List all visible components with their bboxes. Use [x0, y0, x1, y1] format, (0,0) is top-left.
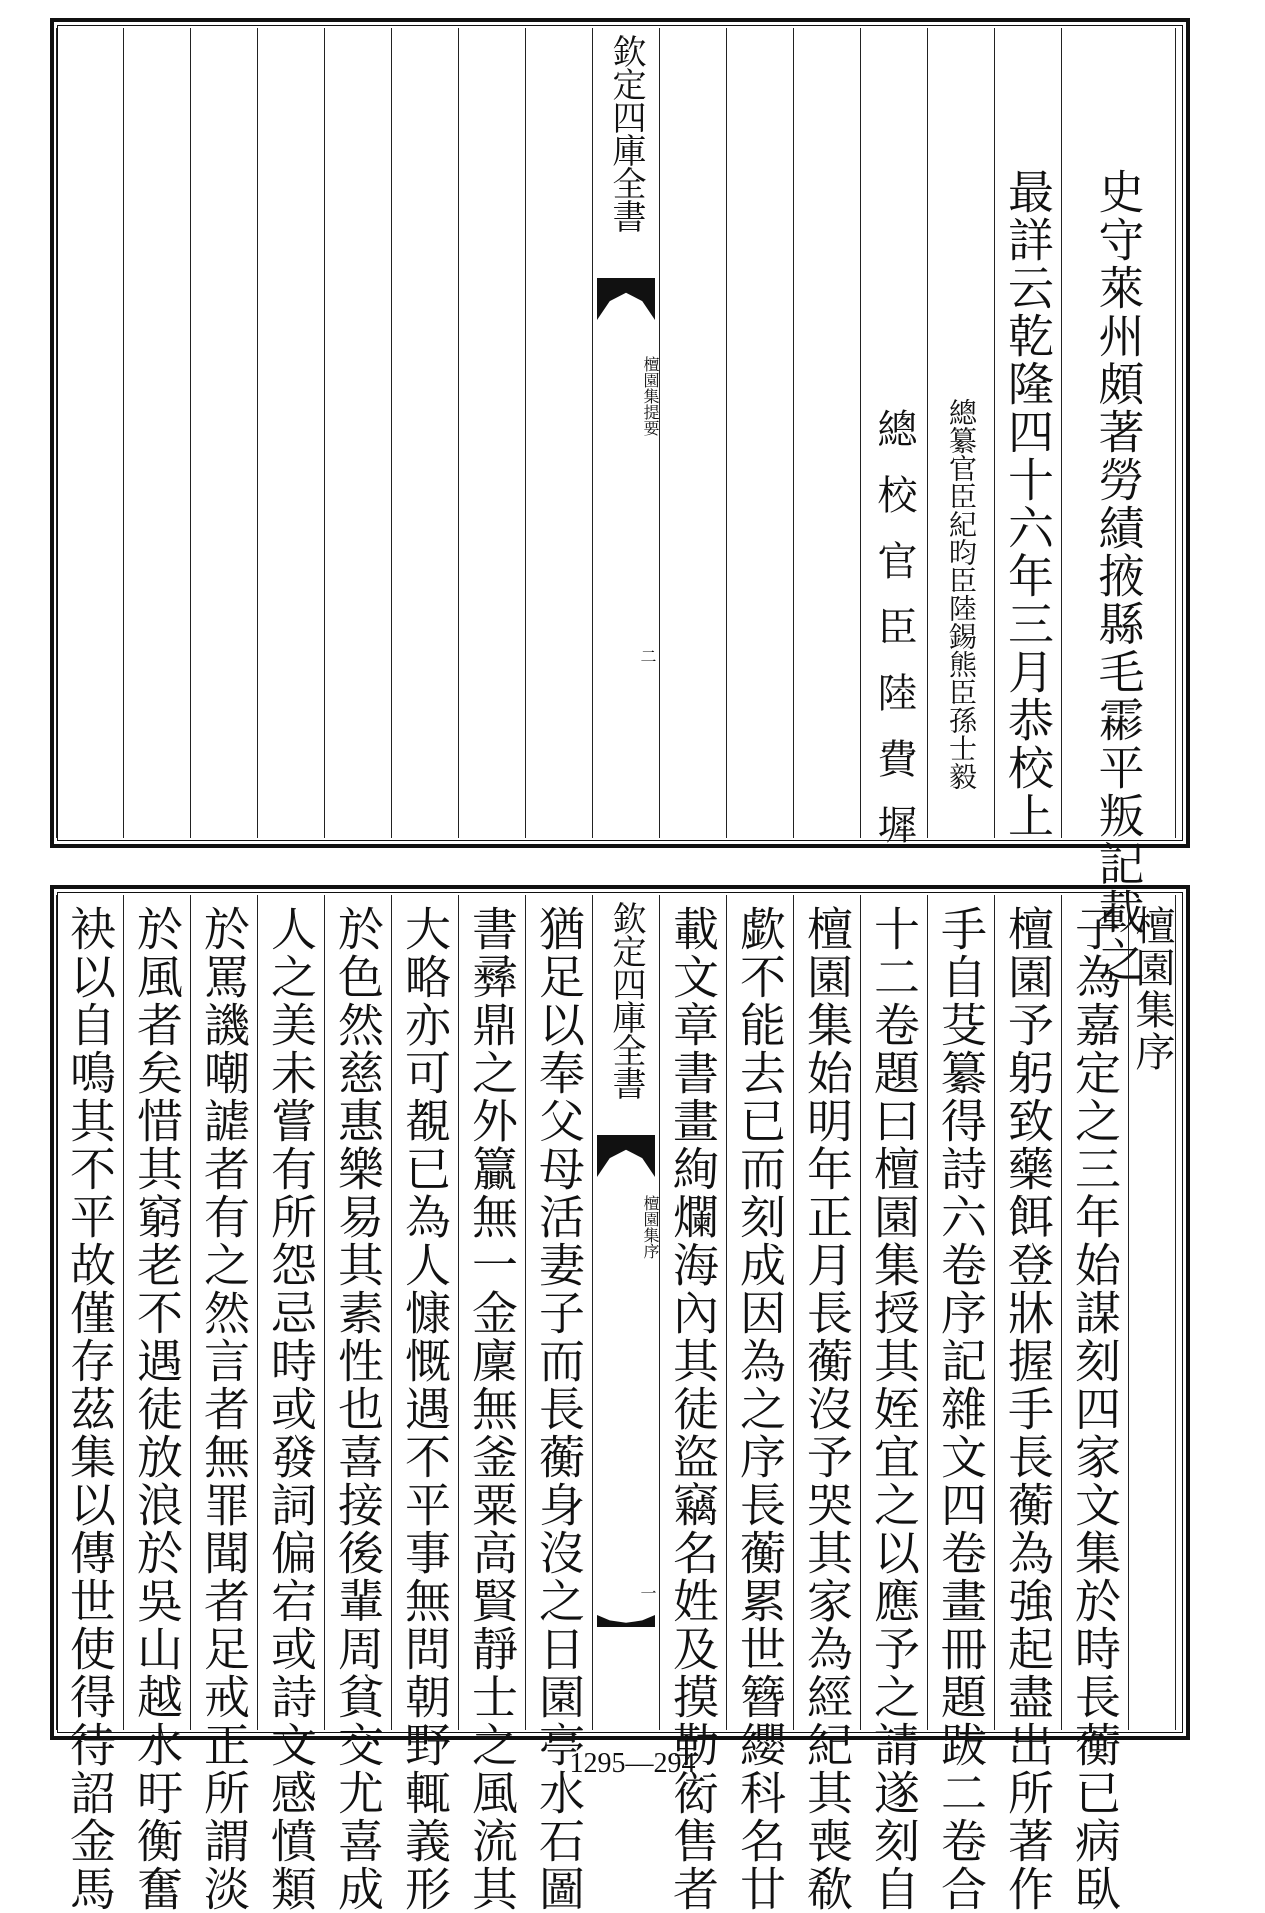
- empty-column: [793, 28, 860, 838]
- column-text: 總校官臣陸費墀: [871, 408, 917, 870]
- empty-column: [190, 28, 257, 838]
- column-text: 於色然慈惠樂易其素性也喜接後輩周貧交尤喜成: [331, 905, 385, 1913]
- column-text: 總纂官臣紀昀臣陸錫熊臣孫士毅: [945, 398, 978, 790]
- banner-title: 欽定四庫全書: [606, 901, 646, 1099]
- empty-column: [257, 28, 324, 838]
- text-column: [1061, 895, 1128, 1913]
- column-text: 大略亦可覩已為人慷慨遇不平事無問朝野輒義形: [398, 905, 452, 1913]
- column-text: 載文章書畫絢爛海內其徒盜竊名姓及摸勒衒售者: [666, 905, 720, 1913]
- sub-title: 檀園集 序: [641, 1195, 660, 1259]
- text-column: [994, 895, 1061, 1913]
- text-column: [793, 895, 860, 1913]
- column-text: 十二卷題曰檀園集授其姪宜之以應予之請遂刻自: [867, 905, 921, 1913]
- column-text: 檀園予躬致藥餌登牀握手長蘅為強起盡出所著作: [1001, 905, 1055, 1913]
- text-column: [458, 895, 525, 1913]
- empty-column: [659, 28, 726, 838]
- banner-title: 欽定四庫全書: [606, 34, 646, 232]
- page-number: 1295—294: [569, 1748, 696, 1779]
- fish-tail-mark-lower: [597, 1615, 655, 1627]
- column-text: 人之美未嘗有所怨忌時或發詞偏宕或詩文感憤類: [264, 905, 318, 1913]
- column-text: 於罵譏嘲謔者有之然言者無罪聞者足戒正所謂淡: [197, 905, 251, 1913]
- text-column: [1061, 28, 1176, 984]
- text-column: [324, 895, 391, 1913]
- empty-column: [525, 28, 592, 838]
- empty-column: [123, 28, 190, 838]
- column-text: 最詳云乾隆四十六年三月恭校上: [1001, 168, 1055, 840]
- empty-column: [56, 28, 123, 838]
- text-column: [659, 895, 726, 1913]
- text-column: [994, 28, 1061, 838]
- text-column: [726, 895, 793, 1913]
- column-text: 手自芟纂得詩六卷序記雜文四卷畫冊題跋二卷合: [934, 905, 988, 1913]
- column-text: 於風者矣惜其窮老不遇徒放浪於吳山越水旴衡奮: [130, 905, 184, 1913]
- text-column: [391, 895, 458, 1913]
- preface-title: 檀園集序: [1129, 905, 1175, 1073]
- text-column: [190, 895, 257, 1913]
- column-text: 史守萊州頗著勞績掖縣毛霦平叛記載之: [1091, 168, 1146, 984]
- text-column: [860, 28, 927, 870]
- column-text: 書彞鼎之外籯無一金廩無釜粟高賢靜士之風流其: [465, 905, 519, 1913]
- column-text: 袂以自鳴其不平故僅存茲集以傳世使得待詔金馬: [63, 905, 117, 1913]
- folio-number: 一: [638, 1585, 657, 1601]
- text-column: [123, 895, 190, 1913]
- text-column: [860, 895, 927, 1913]
- text-column: [257, 895, 324, 1913]
- empty-column: [458, 28, 525, 838]
- text-column: [56, 895, 123, 1913]
- title-column: [1128, 895, 1176, 1730]
- empty-column: [391, 28, 458, 838]
- column-text: 歔不能去已而刻成因為之序長蘅累世簪纓科名廿: [733, 905, 787, 1913]
- center-fold-column: [592, 28, 659, 838]
- column-text: 猶足以奉父母活妻子而長蘅身沒之日園亭水石圖: [532, 905, 586, 1913]
- fish-tail-mark-upper: [597, 278, 655, 320]
- empty-column: [324, 28, 391, 838]
- text-column: [525, 895, 592, 1913]
- fish-tail-mark-upper: [597, 1135, 655, 1177]
- center-fold-column: [592, 895, 659, 1730]
- top-page-frame: [50, 18, 1190, 984]
- sub-title: 檀園集 提要: [641, 356, 660, 436]
- text-column: [927, 28, 994, 838]
- folio-number: 二: [638, 648, 657, 664]
- column-text: 子為嘉定之三年始謀刻四家文集於時長蘅已病臥: [1068, 905, 1122, 1913]
- column-text: 檀園集始明年正月長蘅沒予哭其家為經紀其喪欷: [800, 905, 854, 1913]
- empty-column: [726, 28, 793, 838]
- text-column: [927, 895, 994, 1913]
